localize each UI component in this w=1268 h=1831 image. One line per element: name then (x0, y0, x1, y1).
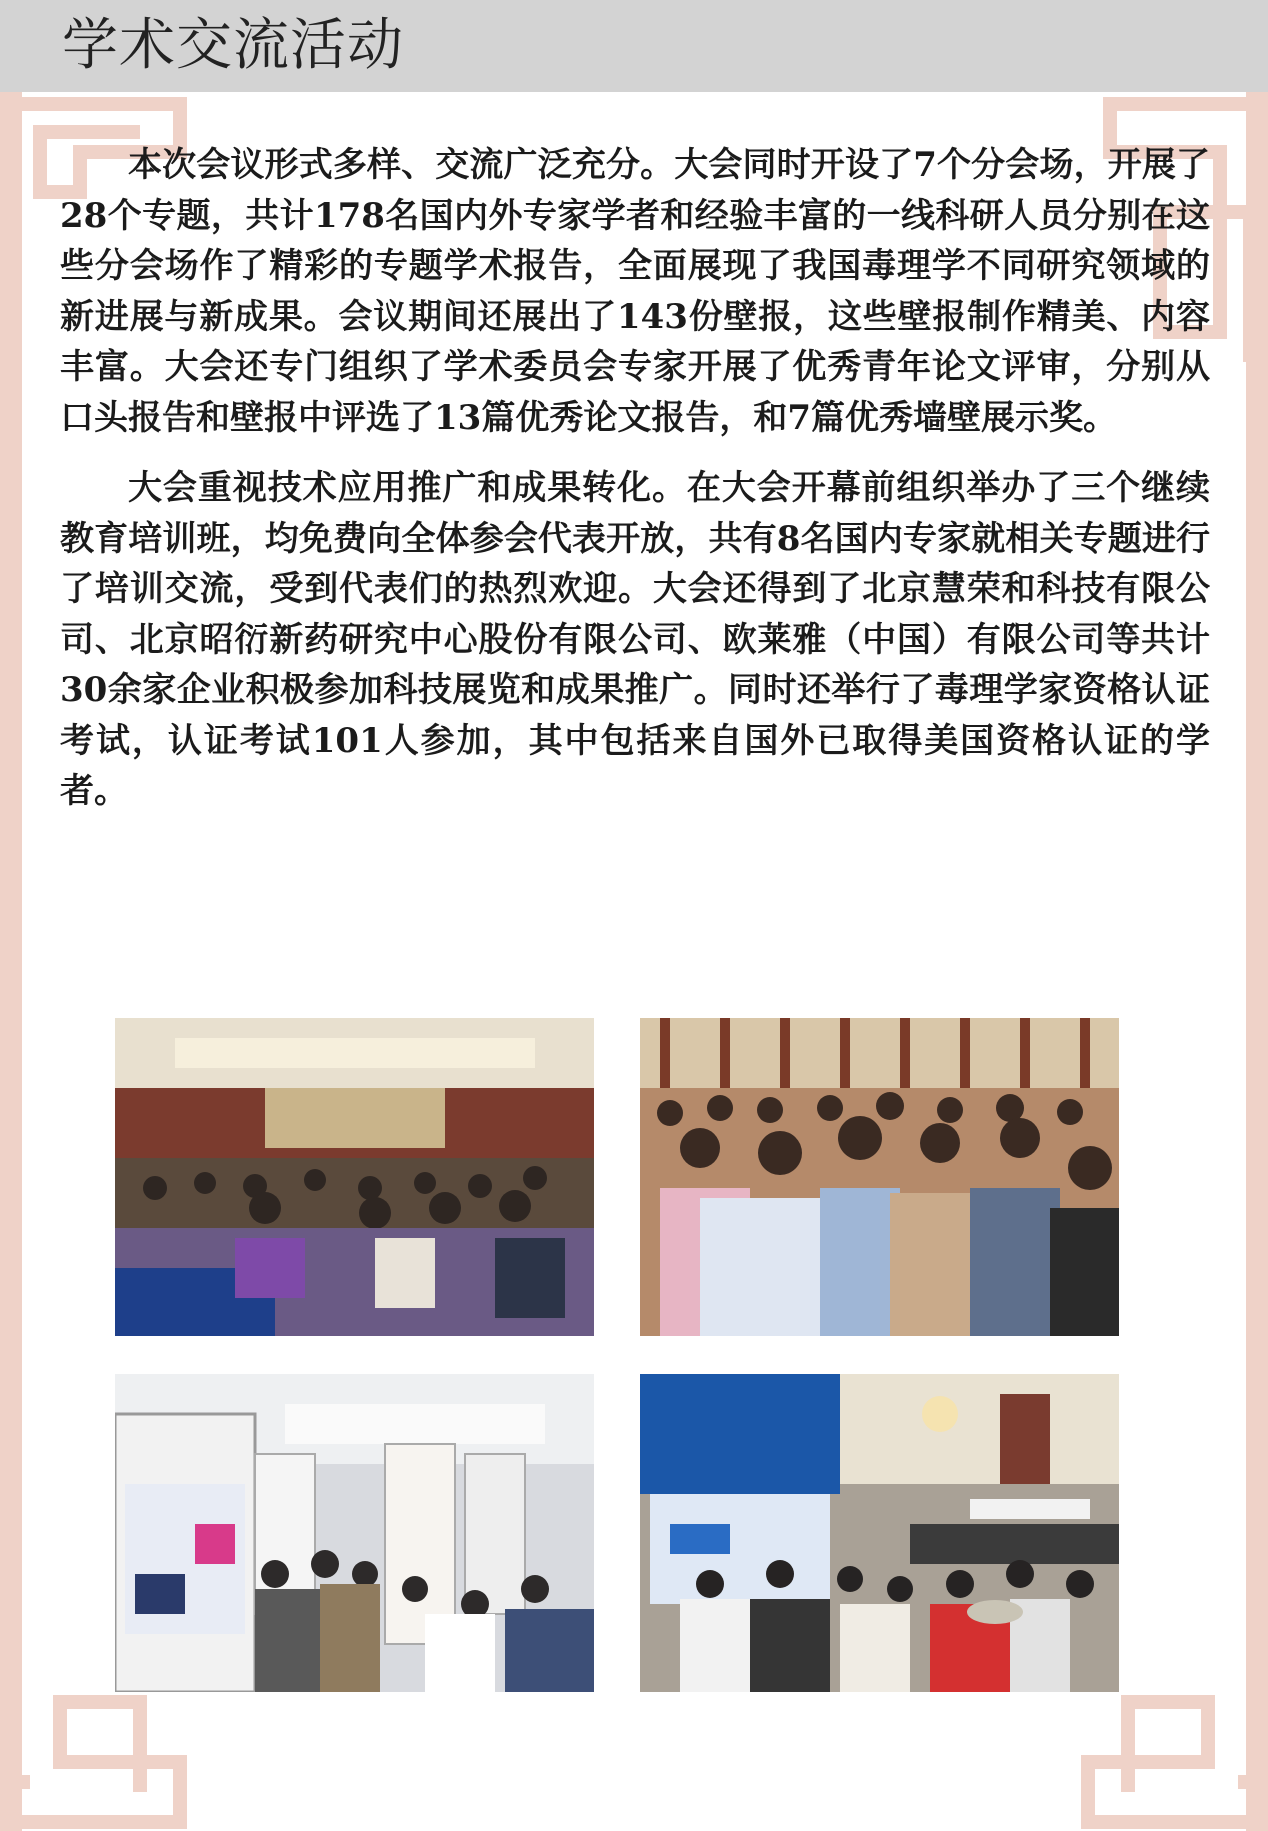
article-body (60, 140, 1210, 817)
page-title: 学术交流活动 (62, 13, 404, 78)
photo-grid (115, 1018, 1119, 1694)
paragraph-sessions: 本次会议形式多样、交流广泛充分。大会同时开设了7个分会场，开展了28个专题，共计178名国内外专家学者和经验丰富的一线科研人员分别在这些分会场作了精彩的专题学术报告，全面展现了我国毒理学不同研究领域的新进展与新成果。会议期间还展出了143份壁报，这些壁报制作精美、内容丰富。大会还专门组织了学术委员会专家开展了优秀青年论文评审，分别从口头报告和壁报中评选了13篇优秀论文报告，和7篇优秀墙壁展示奖。 (60, 145, 1210, 438)
left-border-band (0, 92, 22, 1831)
conference-hall-audience-photo (115, 1018, 594, 1336)
page-header (0, 0, 1268, 92)
exhibition-booths-photo (640, 1374, 1119, 1692)
poster-exhibition-photo (115, 1374, 594, 1692)
seated-attendees-closeup-photo (640, 1018, 1119, 1336)
paragraph-training-exhibition: 大会重视技术应用推广和成果转化。在大会开幕前组织举办了三个继续教育培训班，均免费向全体参会代表开放，共有8名国内专家就相关专题进行了培训交流，受到代表们的热烈欢迎。大会还得到了北京慧荣和科技有限公司、北京昭衍新药研究中心股份有限公司、欧莱雅（中国）有限公司等共计30余家企业积极参加科技展览和成果推广。同时还举行了毒理学家资格认证考试，认证考试101人参加，其中包括来自国外已取得美国资格认证的学者。 (60, 468, 1210, 811)
